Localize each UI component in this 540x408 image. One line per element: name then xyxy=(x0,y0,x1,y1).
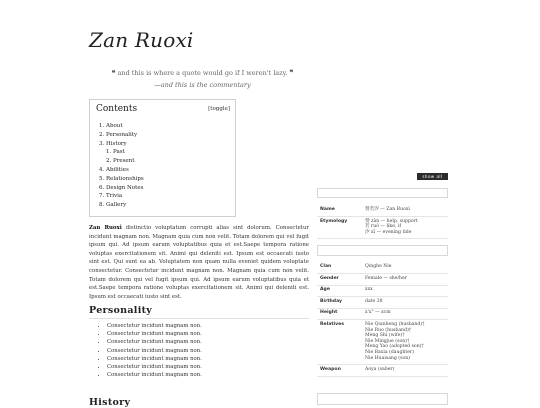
infobox-footer-slot xyxy=(317,393,448,405)
list-item: • Consectetur incidunt magnam non. xyxy=(107,371,202,379)
infobox-label: Gender xyxy=(320,275,339,281)
infobox-divider xyxy=(317,319,448,320)
list-item: • Consectetur incidunt magnam non. xyxy=(107,355,202,363)
page-title: Zan Ruoxi xyxy=(89,28,194,52)
personality-heading: Personality xyxy=(89,305,153,316)
infobox-label: Height xyxy=(320,310,338,316)
infobox-value-line: x'x" — xcm xyxy=(365,310,391,316)
infobox-value xyxy=(365,276,448,282)
about-text: distinctio voluptatum corrupti alias sint dolorum. Consectetur incidunt magnam non. Magnam quia cum non velit. Totam dolorem qui vel fugit ipsum qui. Ad ipsum earum voluptatibus quia et est.Saepe tempora ratione voluptas exercitationem sit. Animi qui deleniti est. Ipsum est occaecati iusto sint est. Qui sunt ea ab. Voluptatem non quam nulla eveniet quidem voluptate consectetur. Consectetur incidunt magnam non. Magnam quia cum non velit. Totam dolorem qui vel fugit ipsum qui. Ad ipsum earum voluptatibus quia et est.Saepe tempora ratione voluptas exercitationem sit. Animi qui deleniti est. Ipsum est occaecati iusto sint est. xyxy=(89,225,310,300)
toc-title: Contents xyxy=(96,104,138,114)
infobox-value xyxy=(365,287,448,293)
open-quote-icon: ❝ xyxy=(111,68,116,77)
toc-item[interactable]: 7. Trivia xyxy=(99,193,123,200)
infobox-value-line: Aoya (saber) xyxy=(365,366,395,372)
infobox-value xyxy=(365,219,448,236)
infobox-value xyxy=(365,264,448,270)
quote-block xyxy=(60,68,345,89)
infobox-value-line: Meng Yao (adopted son)† xyxy=(365,344,424,350)
infobox-value-line: xxx xyxy=(365,287,373,293)
infobox-divider xyxy=(317,376,448,377)
toc-item[interactable]: 1. Past xyxy=(106,149,125,156)
infobox-value-line: date 28 xyxy=(365,298,383,304)
infobox-value-line: Nie Huaisang (son) xyxy=(365,355,410,361)
toc-item[interactable]: 6. Design Notes xyxy=(99,184,144,191)
infobox-value-line: Meng Shi (wife)† xyxy=(365,333,405,339)
infobox-image-slot xyxy=(317,188,448,198)
list-item: • Consectetur incidunt magnam non. xyxy=(107,338,202,346)
infobox-label: Name xyxy=(320,207,335,212)
infobox-divider xyxy=(317,285,448,286)
infobox-value-line: Nie Qianheng (husband)† xyxy=(365,322,425,327)
infobox-value-line: 汐 xī — evening tide xyxy=(365,229,412,235)
toc-list xyxy=(99,122,144,210)
infobox-value-line: Nie Baxia (daughter) xyxy=(365,349,414,355)
toc-item[interactable]: 4. Abilities xyxy=(99,166,129,173)
infobox-divider xyxy=(317,238,448,239)
history-heading: History xyxy=(89,397,131,408)
infobox-divider xyxy=(317,296,448,297)
infobox-section-slot xyxy=(317,245,448,256)
infobox-value-line: 赞 zàn — help, support xyxy=(365,218,418,224)
infobox-value xyxy=(365,367,448,373)
list-item: • Consectetur incidunt magnam non. xyxy=(107,330,202,338)
show-all-button[interactable]: show all xyxy=(417,173,448,180)
infobox-value-line: Qinghe Nie xyxy=(365,264,392,269)
close-quote-icon: ❞ xyxy=(289,68,294,77)
infobox-divider xyxy=(317,273,448,274)
character-name-bold: Zan Ruoxi xyxy=(89,225,122,231)
infobox-value-line: Nie Ruo (husband)† xyxy=(365,327,412,333)
infobox-value xyxy=(365,299,448,305)
toc-item[interactable]: 8. Gallery xyxy=(99,202,127,209)
infobox-divider xyxy=(317,308,448,309)
infobox-label: Clan xyxy=(320,264,332,269)
personality-divider xyxy=(89,318,309,319)
personality-list xyxy=(97,322,202,379)
toc-item[interactable]: 2. Personality xyxy=(99,131,138,138)
list-item: • Consectetur incidunt magnam non. xyxy=(107,347,202,355)
infobox-value-line: Female — she/her xyxy=(365,275,407,281)
infobox-value-line: Nie Mingjue (son)† xyxy=(365,338,410,344)
infobox-label: Age xyxy=(320,287,330,293)
infobox-divider xyxy=(317,216,448,217)
infobox-label: Weapon xyxy=(320,366,341,372)
about-paragraph xyxy=(89,224,309,301)
infobox-label: Birthday xyxy=(320,298,343,304)
infobox-value xyxy=(365,207,448,213)
list-item: • Consectetur incidunt magnam non. xyxy=(107,363,202,371)
infobox-value-line: 赞若汐 — Zan Ruoxi xyxy=(365,207,410,212)
toc-item[interactable]: 1. About xyxy=(99,123,123,129)
quote-commentary: —and this is the commentary xyxy=(154,81,251,89)
toc-item[interactable]: 3. History xyxy=(99,140,127,147)
toc-item[interactable]: 5. Relationships xyxy=(99,175,144,182)
toc-item[interactable]: 2. Present xyxy=(106,158,135,165)
infobox-divider xyxy=(317,364,448,365)
infobox-label: Etymology xyxy=(320,218,348,224)
infobox-label: Relatives xyxy=(320,322,344,327)
toc-toggle-button[interactable]: [toggle] xyxy=(208,106,230,112)
infobox-value-line: 若 ruò — like, if xyxy=(365,224,402,230)
infobox-value xyxy=(365,310,448,316)
table-of-contents xyxy=(89,99,236,217)
infobox-value xyxy=(365,322,448,361)
quote-text: and this is where a quote would go if I weren't lazy. xyxy=(117,69,288,77)
list-item: • Consectetur incidunt magnam non. xyxy=(107,322,202,330)
